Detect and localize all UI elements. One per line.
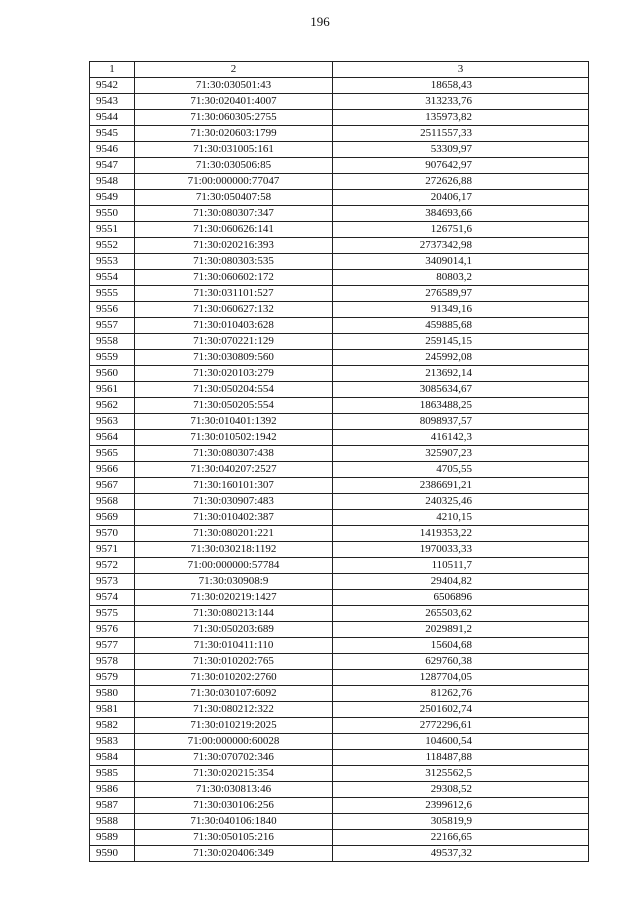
table-row (90, 254, 589, 270)
table-row (90, 158, 589, 174)
cadastral-value-cell: 240325,46 (333, 494, 589, 510)
cadastral-number-cell: 71:30:010202:765 (135, 654, 333, 670)
row-number-cell: 9554 (90, 270, 135, 286)
cadastral-number-cell: 71:30:020406:349 (135, 846, 333, 862)
cadastral-number-cell: 71:30:060602:172 (135, 270, 333, 286)
cadastral-value-cell: 29404,82 (333, 574, 589, 590)
table-row (90, 750, 589, 766)
table-row (90, 238, 589, 254)
table-row (90, 718, 589, 734)
cadastral-number-cell: 71:30:080212:322 (135, 702, 333, 718)
cadastral-number-cell: 71:30:050407:58 (135, 190, 333, 206)
row-number-cell: 9549 (90, 190, 135, 206)
cadastral-value-cell: 907642,97 (333, 158, 589, 174)
cadastral-value-cell: 2399612,6 (333, 798, 589, 814)
table-row (90, 670, 589, 686)
cadastral-number-cell: 71:30:040207:2527 (135, 462, 333, 478)
cadastral-value-cell: 2511557,33 (333, 126, 589, 142)
cadastral-value-cell: 20406,17 (333, 190, 589, 206)
cadastral-number-cell: 71:30:040106:1840 (135, 814, 333, 830)
row-number-cell: 9589 (90, 830, 135, 846)
table-row (90, 590, 589, 606)
cadastral-number-cell: 71:30:080213:144 (135, 606, 333, 622)
cadastral-number-cell: 71:30:070702:346 (135, 750, 333, 766)
cadastral-value-cell: 1863488,25 (333, 398, 589, 414)
table-row (90, 542, 589, 558)
table-row (90, 638, 589, 654)
cadastral-value-cell: 29308,52 (333, 782, 589, 798)
cadastral-number-cell: 71:30:050204:554 (135, 382, 333, 398)
table-row (90, 478, 589, 494)
cadastral-value-cell: 81262,76 (333, 686, 589, 702)
cadastral-value-cell: 2501602,74 (333, 702, 589, 718)
row-number-cell: 9561 (90, 382, 135, 398)
cadastral-value-cell: 2737342,98 (333, 238, 589, 254)
table-row (90, 814, 589, 830)
row-number-cell: 9560 (90, 366, 135, 382)
table-row (90, 126, 589, 142)
cadastral-value-cell: 1419353,22 (333, 526, 589, 542)
cadastral-value-cell: 110511,7 (333, 558, 589, 574)
row-number-cell: 9575 (90, 606, 135, 622)
cadastral-number-cell: 71:30:080303:535 (135, 254, 333, 270)
table-row (90, 190, 589, 206)
table-row (90, 558, 589, 574)
table-row (90, 798, 589, 814)
row-number-cell: 9551 (90, 222, 135, 238)
table-row (90, 366, 589, 382)
row-number-cell: 9552 (90, 238, 135, 254)
cadastral-number-cell: 71:30:060627:132 (135, 302, 333, 318)
cadastral-value-cell: 305819,9 (333, 814, 589, 830)
row-number-cell: 9569 (90, 510, 135, 526)
table-row (90, 414, 589, 430)
cadastral-number-cell: 71:30:030908:9 (135, 574, 333, 590)
row-number-cell: 9584 (90, 750, 135, 766)
cadastral-number-cell: 71:30:080201:221 (135, 526, 333, 542)
table-row (90, 510, 589, 526)
row-number-cell: 9566 (90, 462, 135, 478)
cadastral-number-cell: 71:30:030813:46 (135, 782, 333, 798)
table-row (90, 462, 589, 478)
table-row (90, 222, 589, 238)
table-row (90, 382, 589, 398)
row-number-cell: 9544 (90, 110, 135, 126)
table-row (90, 78, 589, 94)
cadastral-number-cell: 71:30:030218:1192 (135, 542, 333, 558)
table-row (90, 398, 589, 414)
row-number-cell: 9571 (90, 542, 135, 558)
table-row (90, 94, 589, 110)
cadastral-number-cell: 71:30:020603:1799 (135, 126, 333, 142)
table-row (90, 270, 589, 286)
table-row (90, 830, 589, 846)
cadastral-value-cell: 2386691,21 (333, 478, 589, 494)
page-number: 196 (310, 14, 330, 29)
cadastral-number-cell: 71:30:010202:2760 (135, 670, 333, 686)
table-row (90, 318, 589, 334)
cadastral-value-cell: 3085634,67 (333, 382, 589, 398)
row-number-cell: 9558 (90, 334, 135, 350)
table-row (90, 142, 589, 158)
cadastral-number-cell: 71:30:030501:43 (135, 78, 333, 94)
table-row (90, 574, 589, 590)
row-number-cell: 9583 (90, 734, 135, 750)
table-row (90, 686, 589, 702)
cadastral-number-cell: 71:30:031101:527 (135, 286, 333, 302)
cadastral-value-cell: 3125562,5 (333, 766, 589, 782)
cadastral-value-cell: 272626,88 (333, 174, 589, 190)
cadastral-value-cell: 118487,88 (333, 750, 589, 766)
row-number-cell: 9556 (90, 302, 135, 318)
row-number-cell: 9586 (90, 782, 135, 798)
row-number-cell: 9576 (90, 622, 135, 638)
table-row (90, 334, 589, 350)
row-number-cell: 9570 (90, 526, 135, 542)
cadastral-value-cell: 384693,66 (333, 206, 589, 222)
table-row (90, 766, 589, 782)
column-header-number: 1 (90, 62, 135, 78)
row-number-cell: 9550 (90, 206, 135, 222)
cadastral-number-cell: 71:30:080307:347 (135, 206, 333, 222)
table-row (90, 350, 589, 366)
cadastral-value-cell: 276589,97 (333, 286, 589, 302)
cadastral-number-cell: 71:30:030506:85 (135, 158, 333, 174)
cadastral-value-table (89, 61, 589, 862)
row-number-cell: 9581 (90, 702, 135, 718)
cadastral-number-cell: 71:30:050205:554 (135, 398, 333, 414)
cadastral-value-cell: 313233,76 (333, 94, 589, 110)
cadastral-value-cell: 53309,97 (333, 142, 589, 158)
cadastral-value-cell: 18658,43 (333, 78, 589, 94)
row-number-cell: 9565 (90, 446, 135, 462)
row-number-cell: 9580 (90, 686, 135, 702)
cadastral-value-cell: 6506896 (333, 590, 589, 606)
row-number-cell: 9557 (90, 318, 135, 334)
row-number-cell: 9559 (90, 350, 135, 366)
cadastral-number-cell: 71:30:160101:307 (135, 478, 333, 494)
cadastral-number-cell: 71:30:010401:1392 (135, 414, 333, 430)
cadastral-value-cell: 104600,54 (333, 734, 589, 750)
cadastral-number-cell: 71:30:010402:387 (135, 510, 333, 526)
row-number-cell: 9588 (90, 814, 135, 830)
row-number-cell: 9577 (90, 638, 135, 654)
cadastral-value-cell: 245992,08 (333, 350, 589, 366)
cadastral-number-cell: 71:30:010411:110 (135, 638, 333, 654)
row-number-cell: 9585 (90, 766, 135, 782)
table-row (90, 302, 589, 318)
table-row (90, 110, 589, 126)
row-number-cell: 9548 (90, 174, 135, 190)
cadastral-value-cell: 1970033,33 (333, 542, 589, 558)
cadastral-number-cell: 71:30:020215:354 (135, 766, 333, 782)
cadastral-value-cell: 325907,23 (333, 446, 589, 462)
row-number-cell: 9567 (90, 478, 135, 494)
cadastral-number-cell: 71:30:010502:1942 (135, 430, 333, 446)
cadastral-value-cell: 4705,55 (333, 462, 589, 478)
cadastral-number-cell: 71:30:020401:4007 (135, 94, 333, 110)
cadastral-number-cell: 71:00:000000:57784 (135, 558, 333, 574)
row-number-cell: 9587 (90, 798, 135, 814)
cadastral-value-cell: 80803,2 (333, 270, 589, 286)
cadastral-value-cell: 4210,15 (333, 510, 589, 526)
cadastral-number-cell: 71:30:030107:6092 (135, 686, 333, 702)
row-number-cell: 9563 (90, 414, 135, 430)
row-number-cell: 9572 (90, 558, 135, 574)
cadastral-number-cell: 71:30:050105:216 (135, 830, 333, 846)
row-number-cell: 9545 (90, 126, 135, 142)
cadastral-number-cell: 71:30:060626:141 (135, 222, 333, 238)
cadastral-number-cell: 71:30:050203:689 (135, 622, 333, 638)
row-number-cell: 9543 (90, 94, 135, 110)
cadastral-number-cell: 71:30:010403:628 (135, 318, 333, 334)
cadastral-value-cell: 2772296,61 (333, 718, 589, 734)
table-row (90, 846, 589, 862)
cadastral-number-cell: 71:30:030106:256 (135, 798, 333, 814)
table-row (90, 654, 589, 670)
cadastral-number-cell: 71:30:031005:161 (135, 142, 333, 158)
table-row (90, 286, 589, 302)
cadastral-number-cell: 71:30:010219:2025 (135, 718, 333, 734)
cadastral-value-cell: 1287704,05 (333, 670, 589, 686)
cadastral-value-cell: 22166,65 (333, 830, 589, 846)
cadastral-number-cell: 71:30:020216:393 (135, 238, 333, 254)
cadastral-value-cell: 91349,16 (333, 302, 589, 318)
cadastral-number-cell: 71:30:030809:560 (135, 350, 333, 366)
row-number-cell: 9578 (90, 654, 135, 670)
cadastral-number-cell: 71:30:020103:279 (135, 366, 333, 382)
cadastral-value-cell: 3409014,1 (333, 254, 589, 270)
column-header-value: 3 (333, 62, 589, 78)
cadastral-value-cell: 629760,38 (333, 654, 589, 670)
cadastral-number-cell: 71:30:070221:129 (135, 334, 333, 350)
cadastral-number-cell: 71:30:080307:438 (135, 446, 333, 462)
table-header-row (90, 62, 589, 78)
cadastral-value-cell: 8098937,57 (333, 414, 589, 430)
table-body (90, 78, 589, 862)
table-row (90, 446, 589, 462)
cadastral-value-cell: 459885,68 (333, 318, 589, 334)
table-row (90, 174, 589, 190)
cadastral-number-cell: 71:30:030907:483 (135, 494, 333, 510)
row-number-cell: 9555 (90, 286, 135, 302)
cadastral-value-cell: 15604,68 (333, 638, 589, 654)
table-row (90, 702, 589, 718)
table-row (90, 430, 589, 446)
cadastral-value-cell: 416142,3 (333, 430, 589, 446)
row-number-cell: 9582 (90, 718, 135, 734)
cadastral-number-cell: 71:30:060305:2755 (135, 110, 333, 126)
row-number-cell: 9568 (90, 494, 135, 510)
cadastral-number-cell: 71:00:000000:60028 (135, 734, 333, 750)
cadastral-value-cell: 126751,6 (333, 222, 589, 238)
table-row (90, 494, 589, 510)
row-number-cell: 9562 (90, 398, 135, 414)
cadastral-value-cell: 135973,82 (333, 110, 589, 126)
row-number-cell: 9590 (90, 846, 135, 862)
table-row (90, 734, 589, 750)
row-number-cell: 9573 (90, 574, 135, 590)
row-number-cell: 9553 (90, 254, 135, 270)
row-number-cell: 9546 (90, 142, 135, 158)
table-row (90, 622, 589, 638)
cadastral-value-cell: 259145,15 (333, 334, 589, 350)
cadastral-value-cell: 49537,32 (333, 846, 589, 862)
row-number-cell: 9564 (90, 430, 135, 446)
cadastral-value-cell: 2029891,2 (333, 622, 589, 638)
table-row (90, 206, 589, 222)
row-number-cell: 9547 (90, 158, 135, 174)
table-row (90, 782, 589, 798)
cadastral-value-cell: 265503,62 (333, 606, 589, 622)
table-row (90, 526, 589, 542)
row-number-cell: 9579 (90, 670, 135, 686)
table-row (90, 606, 589, 622)
column-header-cadastral-number: 2 (135, 62, 333, 78)
cadastral-number-cell: 71:30:020219:1427 (135, 590, 333, 606)
cadastral-number-cell: 71:00:000000:77047 (135, 174, 333, 190)
cadastral-value-cell: 213692,14 (333, 366, 589, 382)
row-number-cell: 9574 (90, 590, 135, 606)
row-number-cell: 9542 (90, 78, 135, 94)
